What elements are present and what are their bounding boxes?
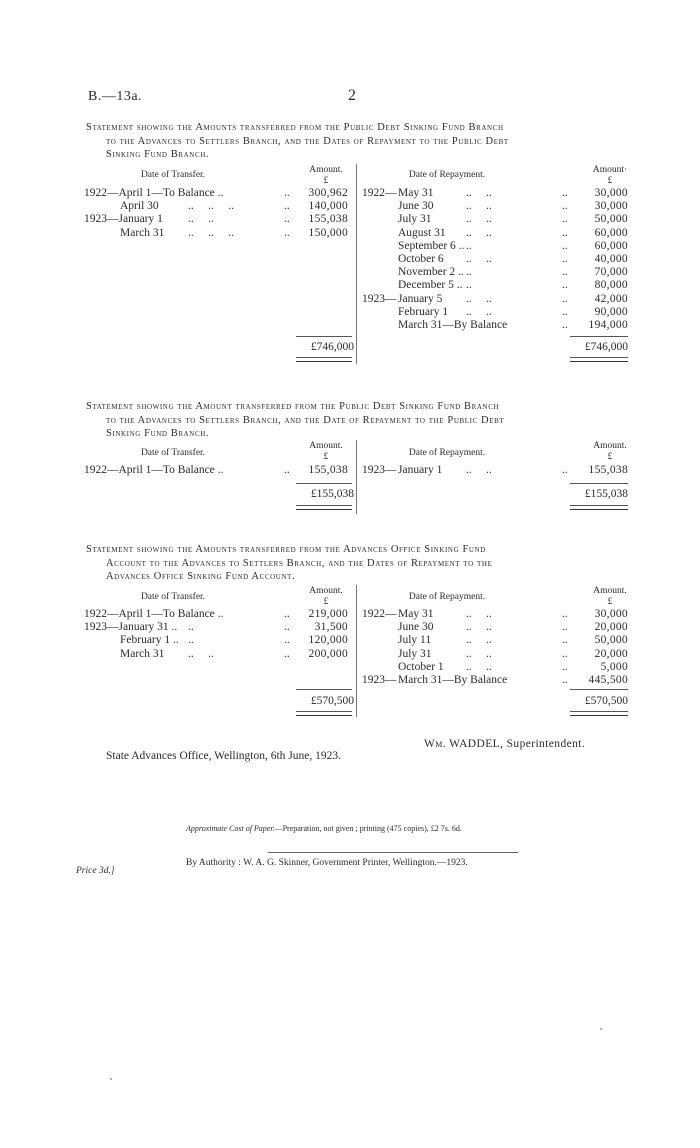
signature [424, 738, 585, 750]
total-double-rule-right [570, 505, 628, 510]
repayment-date-header: Date of Repayment. [408, 448, 486, 458]
leader-dots: .. .. [188, 647, 214, 660]
leader-dots: .. [188, 634, 194, 647]
leader-dots: .. .. [466, 634, 492, 647]
amount-header-right: Amount· £ [592, 165, 628, 186]
repayment-amount: 30,000 [594, 608, 628, 620]
column-divider [356, 585, 357, 717]
column-divider [356, 440, 357, 514]
transfer-date: 1922—April 1—To Balance .. [84, 608, 224, 620]
amount-header-left: Amount. £ [309, 586, 343, 607]
repayment-amount: 60,000 [594, 239, 628, 252]
repayment-date: June 30 [398, 200, 434, 213]
leader-dots: .. .. [466, 647, 492, 660]
repayment-row [362, 647, 632, 661]
transfer-date-header: Date of Transfer. [140, 592, 206, 602]
transfer-row [84, 212, 356, 226]
transfer-date: 1923—January 1 [84, 213, 163, 226]
leader-dots: .. .. [466, 305, 492, 318]
repayment-row [362, 292, 632, 306]
repayment-date-header: Date of Repayment. [408, 170, 486, 180]
repayment-date: July 31 [398, 647, 432, 660]
leader-dots: .. [284, 608, 290, 620]
leader-dots: .. [284, 187, 290, 199]
repayment-date: January 5 [398, 292, 443, 305]
repayment-date: June 30 [398, 621, 434, 634]
total-right: £746,000 [584, 341, 628, 353]
repayment-row [362, 463, 632, 477]
leader-dots: .. [562, 266, 568, 279]
transfer-amount: 150,000 [308, 226, 348, 239]
repayment-amount: 50,000 [594, 634, 628, 647]
transfer-date: March 31 [120, 226, 165, 239]
leader-dots: .. [562, 608, 568, 620]
document-reference: B.—13a. [88, 89, 143, 104]
pound-sign-left: £ [323, 176, 329, 186]
transfer-row [84, 633, 356, 647]
leader-dots: .. .. [466, 200, 492, 213]
repayment-row [362, 199, 632, 213]
leader-dots: .. [562, 621, 568, 634]
office-line: State Advances Office, Wellington, 6th June, 1923. [106, 750, 341, 762]
repayment-row [362, 265, 632, 279]
transfer-amount: 155,038 [308, 464, 348, 476]
repayment-date: March 31—By Balance [398, 319, 508, 331]
signatory-name: Wm. WADDEL, [424, 738, 504, 750]
total-double-rule-left [296, 357, 352, 362]
transfer-amount: 200,000 [308, 647, 348, 660]
statement-3-title [86, 543, 626, 584]
repayment-date: August 31 [398, 226, 446, 239]
total-rule-right [570, 689, 628, 690]
leader-dots: .. [284, 200, 290, 213]
repayment-year: 1923— [362, 464, 397, 476]
repayment-date: December 5 .. [398, 279, 463, 292]
total-rule-right [570, 336, 628, 337]
statement-2-title-line-3: Sinking Fund Branch. [106, 428, 210, 439]
leader-dots: .. .. [466, 292, 492, 305]
repayment-amount: 50,000 [594, 213, 628, 226]
repayment-row [362, 226, 632, 240]
cost-note-label: Approximate Cost of Paper. [186, 824, 275, 833]
statement-2-title-line-2: to the Advances to Settlers Branch, and the Date of Repayment to the Public Debt [106, 414, 505, 426]
total-right: £570,500 [584, 695, 628, 707]
leader-dots: .. .. [466, 464, 492, 476]
repayment-date: July 31 [398, 213, 432, 226]
pound-sign-left: £ [323, 452, 329, 462]
repayment-date: February 1 [398, 305, 449, 318]
repayment-date: March 31—By Balance [398, 674, 508, 686]
signatory-title: Superintendent. [506, 738, 586, 750]
statement-2-title-line-1: Statement showing the Amount transferred from the Public Debt Sinking Fund Branch [86, 401, 500, 412]
repayment-amount: 20,000 [594, 621, 628, 634]
pound-sign-right: £ [607, 452, 613, 462]
leader-dots: .. [284, 634, 290, 647]
repayment-date: July 11 [398, 634, 432, 647]
total-left: £155,038 [310, 488, 354, 500]
transfer-amount: 140,000 [308, 200, 348, 213]
leader-dots: .. [284, 213, 290, 226]
statement-3-title-line-1: Statement showing the Amounts transferred from the Advances Office Sinking Fund [86, 544, 486, 555]
leader-dots: .. [562, 200, 568, 213]
paper-speck [600, 1028, 602, 1030]
repayment-row [362, 607, 632, 621]
leader-dots: .. [562, 647, 568, 660]
repayment-amount: 90,000 [594, 305, 628, 318]
transfer-amount: 120,000 [308, 634, 348, 647]
amount-header-right: Amount. £ [593, 441, 627, 462]
repayment-date: October 6 [398, 253, 444, 265]
total-double-rule-left [296, 711, 352, 716]
leader-dots: .. .. [466, 226, 492, 239]
leader-dots: .. [562, 279, 568, 292]
leader-dots: .. [188, 621, 194, 634]
total-double-rule-right [570, 711, 628, 716]
transfer-date: 1922—April 1—To Balance .. [84, 187, 224, 199]
leader-dots: .. [562, 634, 568, 647]
repayment-year: 1922— [362, 187, 397, 199]
leader-dots: .. .. [466, 187, 492, 199]
statement-3-title-line-3: Advances Office Sinking Fund Account. [106, 571, 296, 582]
repayment-amount: 80,000 [594, 279, 628, 292]
repayment-row [362, 660, 632, 674]
leader-dots: .. [562, 292, 568, 305]
leader-dots: .. [562, 213, 568, 226]
repayment-date: September 6 .. [398, 239, 465, 252]
leader-dots: .. [284, 621, 290, 634]
leader-dots: .. [284, 226, 290, 239]
statement-2-title [86, 400, 626, 441]
leader-dots: .. [562, 464, 568, 476]
amount-header-left: Amount. £ [309, 441, 343, 462]
repayment-row [362, 212, 632, 226]
repayment-amount: 30,000 [594, 200, 628, 213]
leader-dots: .. [562, 239, 568, 252]
footer-rule [268, 852, 518, 853]
statement-3-title-line-2: Account to the Advances to Settlers Branch, and the Dates of Repayment to the [106, 557, 493, 569]
repayment-amount: 155,038 [588, 464, 628, 476]
leader-dots: .. .. [466, 660, 492, 673]
transfer-row [84, 226, 356, 240]
repayment-amount: 194,000 [588, 319, 628, 331]
paper-speck [110, 1078, 112, 1080]
leader-dots: .. [466, 239, 472, 252]
repayment-date: May 31 [398, 608, 434, 620]
pound-sign-left: £ [323, 597, 329, 607]
repayment-date: May 31 [398, 187, 434, 199]
repayment-row [362, 620, 632, 634]
transfer-amount: 300,962 [308, 187, 348, 199]
transfer-row [84, 620, 356, 634]
total-right: £155,038 [584, 488, 628, 500]
repayment-row [362, 673, 632, 687]
repayment-amount: 60,000 [594, 226, 628, 239]
page-number: 2 [348, 87, 356, 104]
total-left: £746,000 [310, 341, 354, 353]
repayment-date: November 2 .. [398, 266, 464, 279]
repayment-row [362, 239, 632, 253]
repayment-year: 1922— [362, 608, 397, 620]
repayment-row [362, 252, 632, 266]
total-rule-right [570, 483, 628, 484]
transfer-date: March 31 [120, 647, 165, 660]
leader-dots: .. [466, 266, 472, 279]
repayment-row [362, 278, 632, 292]
total-rule-left [296, 336, 352, 337]
leader-dots: .. [562, 319, 568, 331]
leader-dots: .. .. [466, 621, 492, 634]
transfer-row [84, 199, 356, 213]
repayment-year: 1923— [362, 674, 397, 686]
leader-dots: .. .. [466, 253, 492, 265]
pound-sign-right: £ [607, 176, 613, 186]
leader-dots: .. [562, 660, 568, 673]
transfer-amount: 219,000 [308, 608, 348, 620]
transfer-row [84, 463, 356, 477]
transfer-date: February 1 .. [120, 634, 179, 647]
repayment-row [362, 305, 632, 319]
repayment-amount: 42,000 [594, 292, 628, 305]
cost-note-text: —Preparation, not given ; printing (475 copies), £2 7s. 6d. [274, 824, 462, 833]
pound-sign-right: £ [607, 597, 613, 607]
leader-dots: .. .. .. [188, 200, 234, 213]
transfer-row [84, 186, 356, 200]
cost-note [186, 824, 462, 833]
repayment-date-header: Date of Repayment. [408, 592, 486, 602]
total-double-rule-left [296, 505, 352, 510]
statement-1-title-line-1: Statement showing the Amounts transferred from the Public Debt Sinking Fund Branch [86, 122, 504, 133]
leader-dots: .. .. .. [188, 226, 234, 239]
leader-dots: .. [466, 279, 472, 292]
repayment-year: 1923— [362, 292, 397, 305]
transfer-date: April 30 [120, 200, 159, 213]
statement-1-title-line-2: to the Advances to Settlers Branch, and the Dates of Repayment to the Public Debt [106, 135, 509, 147]
statement-1-title-line-3: Sinking Fund Branch. [106, 149, 210, 160]
leader-dots: .. .. [466, 213, 492, 226]
repayment-date: January 1 [398, 464, 443, 476]
repayment-date: October 1 [398, 660, 444, 673]
total-rule-left [296, 689, 352, 690]
transfer-date: 1922—April 1—To Balance .. [84, 464, 224, 476]
repayment-amount: 445,500 [588, 674, 628, 686]
transfer-amount: 155,038 [308, 213, 348, 226]
leader-dots: .. [562, 305, 568, 318]
repayment-amount: 30,000 [594, 187, 628, 199]
price-note: Price 3d.] [76, 866, 115, 876]
leader-dots: .. [562, 187, 568, 199]
leader-dots: .. .. [466, 608, 492, 620]
column-divider [356, 164, 357, 364]
leader-dots: .. .. [188, 213, 214, 226]
leader-dots: .. [562, 674, 568, 686]
transfer-date-header: Date of Transfer. [140, 448, 206, 458]
repayment-row [362, 318, 632, 332]
authority-line: By Authority : W. A. G. Skinner, Government Printer, Wellington.—1923. [186, 858, 468, 868]
transfer-date-header: Date of Transfer. [140, 170, 206, 180]
total-left: £570,500 [310, 695, 354, 707]
repayment-row [362, 186, 632, 200]
amount-header-left: Amount. £ [309, 165, 343, 186]
repayment-row [362, 633, 632, 647]
amount-header-right: Amount. £ [593, 586, 627, 607]
leader-dots: .. [562, 253, 568, 265]
repayment-amount: 5,000 [600, 660, 628, 673]
statement-1-title [86, 121, 626, 162]
transfer-date: 1923—January 31 .. [84, 621, 178, 634]
total-rule-left [296, 483, 352, 484]
repayment-amount: 70,000 [594, 266, 628, 279]
repayment-amount: 20,000 [594, 647, 628, 660]
transfer-row [84, 607, 356, 621]
leader-dots: .. [284, 464, 290, 476]
leader-dots: .. [562, 226, 568, 239]
leader-dots: .. [284, 647, 290, 660]
transfer-row [84, 647, 356, 661]
total-double-rule-right [570, 357, 628, 362]
transfer-amount: 31,500 [314, 621, 348, 634]
repayment-amount: 40,000 [594, 253, 628, 265]
